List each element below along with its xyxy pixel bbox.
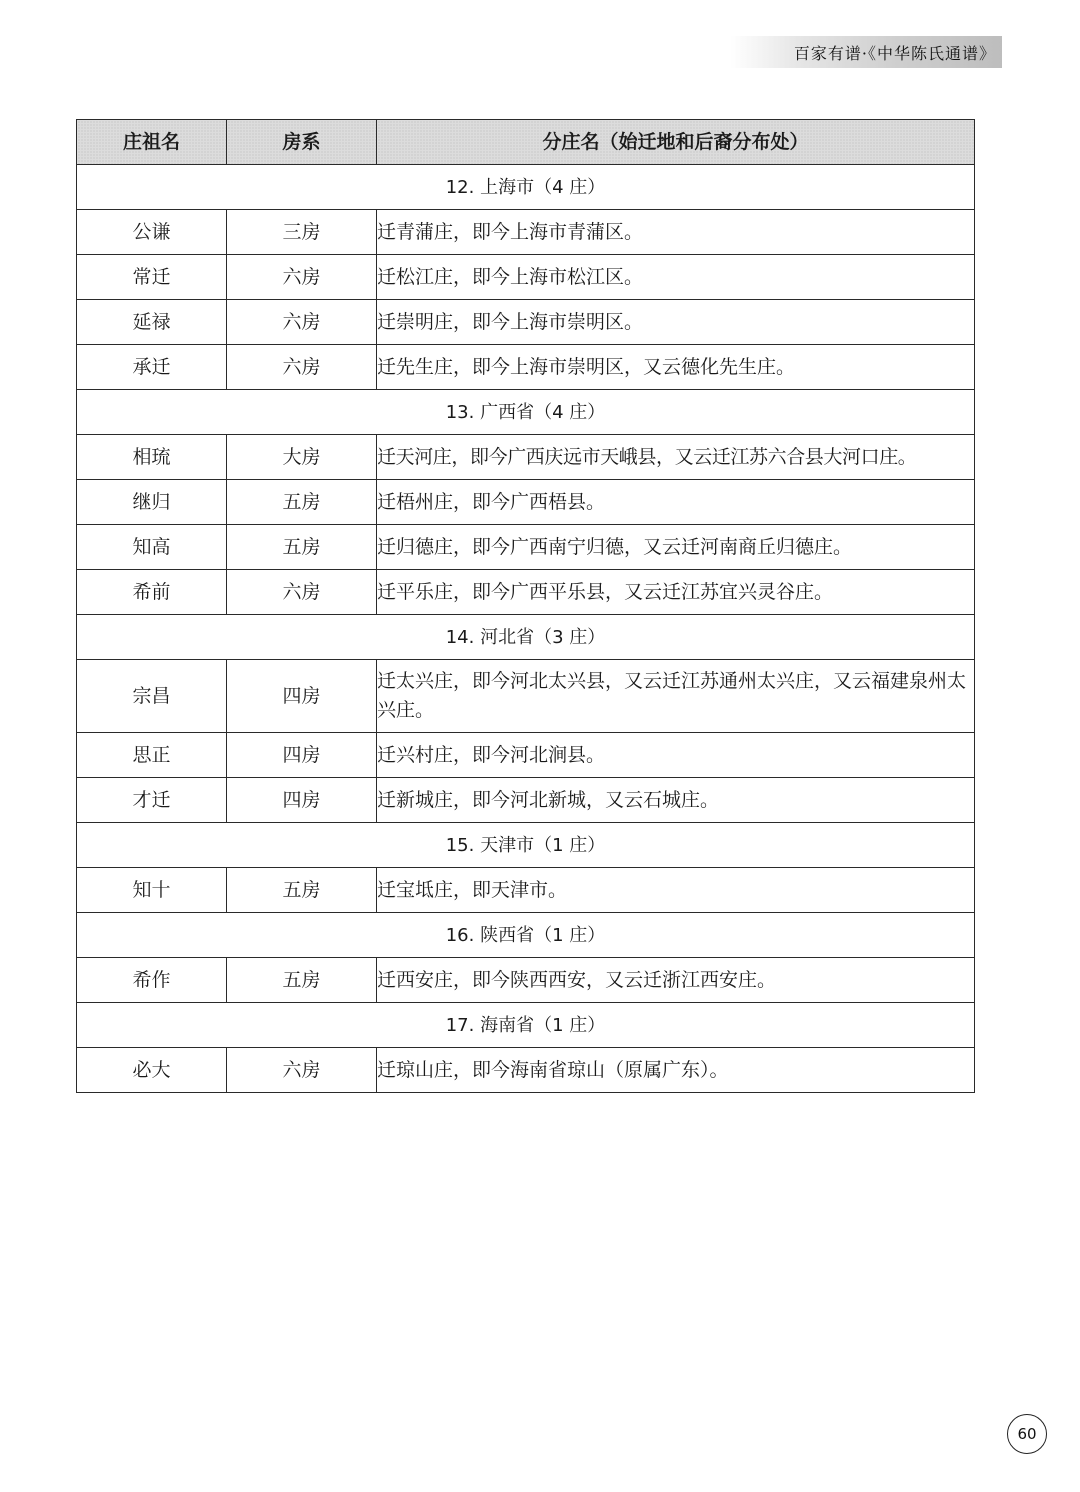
branch: 六房: [227, 255, 377, 300]
settlement-desc: 迁先生庄，即今上海市崇明区，又云德化先生庄。: [377, 345, 975, 390]
branch: 五房: [227, 958, 377, 1003]
branch: 六房: [227, 300, 377, 345]
settlement-desc: 迁西安庄，即今陕西西安，又云迁浙江西安庄。: [377, 958, 975, 1003]
settlement-desc: 迁宝坻庄，即天津市。: [377, 868, 975, 913]
section-title: 16. 陕西省（1 庄）: [77, 913, 975, 958]
branch: 五房: [227, 868, 377, 913]
founder-name: 相琉: [77, 435, 227, 480]
section-row: [77, 913, 975, 958]
section-row: [77, 165, 975, 210]
table-row: [77, 210, 975, 255]
settlement-desc: 迁梧州庄，即今广西梧县。: [377, 480, 975, 525]
branch: 五房: [227, 525, 377, 570]
founder-name: 思正: [77, 733, 227, 778]
founder-name: 才迁: [77, 778, 227, 823]
founder-name: 延禄: [77, 300, 227, 345]
settlement-desc: 迁天河庄，即今广西庆远市天峨县，又云迁江苏六合县大河口庄。: [377, 435, 975, 480]
table-row: [77, 733, 975, 778]
table-row: [77, 868, 975, 913]
section-row: [77, 390, 975, 435]
section-row: [77, 823, 975, 868]
founder-name: 宗昌: [77, 660, 227, 733]
section-title: 15. 天津市（1 庄）: [77, 823, 975, 868]
branch: 五房: [227, 480, 377, 525]
branch: 六房: [227, 570, 377, 615]
section-title: 12. 上海市（4 庄）: [77, 165, 975, 210]
table-row: [77, 958, 975, 1003]
section-title: 13. 广西省（4 庄）: [77, 390, 975, 435]
settlement-desc: 迁新城庄，即今河北新城，又云石城庄。: [377, 778, 975, 823]
settlement-desc: 迁松江庄，即今上海市松江区。: [377, 255, 975, 300]
header-founder-name: 庄祖名: [77, 120, 227, 165]
settlement-desc: 迁太兴庄，即今河北太兴县，又云迁江苏通州太兴庄，又云福建泉州太兴庄。: [377, 660, 975, 733]
table-row: [77, 255, 975, 300]
founder-name: 继归: [77, 480, 227, 525]
branch: 三房: [227, 210, 377, 255]
founder-name: 必大: [77, 1048, 227, 1093]
table-row: [77, 660, 975, 733]
section-title: 17. 海南省（1 庄）: [77, 1003, 975, 1048]
running-header: [730, 36, 1002, 68]
table-row: [77, 480, 975, 525]
table-row: [77, 1048, 975, 1093]
table-row: [77, 300, 975, 345]
founder-name: 承迁: [77, 345, 227, 390]
section-title: 14. 河北省（3 庄）: [77, 615, 975, 660]
founder-name: 公谦: [77, 210, 227, 255]
branch: 大房: [227, 435, 377, 480]
settlement-desc: 迁平乐庄，即今广西平乐县，又云迁江苏宜兴灵谷庄。: [377, 570, 975, 615]
settlement-desc: 迁琼山庄，即今海南省琼山（原属广东）。: [377, 1048, 975, 1093]
page-number: 60: [1007, 1414, 1047, 1454]
settlement-desc: 迁归德庄，即今广西南宁归德，又云迁河南商丘归德庄。: [377, 525, 975, 570]
settlement-desc: 迁青蒲庄，即今上海市青蒲区。: [377, 210, 975, 255]
branch: 六房: [227, 1048, 377, 1093]
table-row: [77, 570, 975, 615]
section-row: [77, 615, 975, 660]
founder-name: 知高: [77, 525, 227, 570]
founder-name: 希前: [77, 570, 227, 615]
table-row: [77, 778, 975, 823]
table-row: [77, 345, 975, 390]
running-header-text: 百家有谱·《中华陈氏通谱》: [793, 43, 996, 63]
settlement-desc: 迁兴村庄，即今河北涧县。: [377, 733, 975, 778]
table-header-row: [77, 120, 975, 165]
header-settlement: 分庄名（始迁地和后裔分布处）: [377, 120, 975, 165]
branch: 四房: [227, 733, 377, 778]
founder-name: 知十: [77, 868, 227, 913]
settlement-desc: 迁崇明庄，即今上海市崇明区。: [377, 300, 975, 345]
header-branch: 房系: [227, 120, 377, 165]
branch: 四房: [227, 660, 377, 733]
founder-name: 希作: [77, 958, 227, 1003]
section-row: [77, 1003, 975, 1048]
branch: 六房: [227, 345, 377, 390]
genealogy-table: [76, 119, 975, 1093]
table-row: [77, 435, 975, 480]
branch: 四房: [227, 778, 377, 823]
table-row: [77, 525, 975, 570]
founder-name: 常迁: [77, 255, 227, 300]
